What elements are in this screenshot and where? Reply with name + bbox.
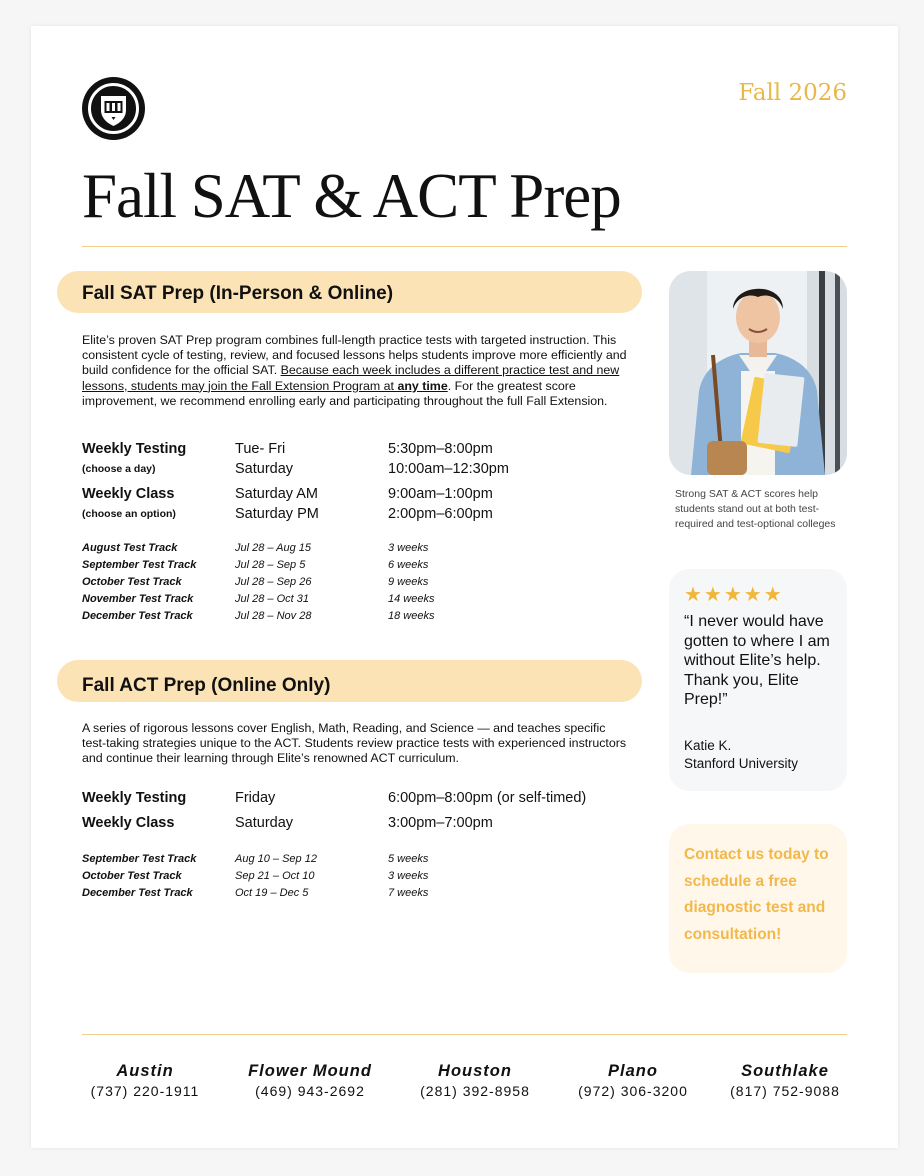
track-length: 6 weeks — [388, 559, 429, 571]
student-photo — [669, 271, 847, 475]
act-heading: Fall ACT Prep (Online Only) — [82, 675, 331, 696]
track-name: October Test Track — [82, 870, 182, 882]
location-plano — [548, 1062, 718, 1099]
track-length: 3 weeks — [388, 870, 429, 882]
act-weekly-class-label: Weekly Class — [82, 815, 175, 831]
author-school: Stanford University — [684, 755, 799, 771]
five-star-rating-icon: ★★★★★ — [684, 584, 784, 606]
track-dates: Jul 28 – Oct 31 — [235, 593, 309, 605]
track-dates: Jul 28 – Sep 5 — [235, 559, 306, 571]
track-length: 18 weeks — [388, 610, 435, 622]
shield-logo-icon — [82, 77, 145, 140]
location-phone: (817) 752-9088 — [730, 1083, 840, 1099]
location-phone: (469) 943-2692 — [255, 1083, 365, 1099]
page-title: Fall SAT & ACT Prep — [82, 161, 621, 231]
sat-heading: Fall SAT Prep (In-Person & Online) — [82, 283, 394, 304]
season-label: Fall 2026 — [738, 80, 847, 106]
sat-weekly-testing-sub: (choose a day) — [82, 463, 156, 475]
testimonial-author — [684, 737, 798, 772]
sat-weekly-class-sub: (choose an option) — [82, 508, 176, 520]
track-name: December Test Track — [82, 610, 193, 622]
track-dates: Jul 28 – Nov 28 — [235, 610, 312, 622]
title-divider — [82, 246, 847, 247]
track-length: 3 weeks — [388, 542, 429, 554]
sat-weekly-testing-label: Weekly Testing — [82, 441, 187, 457]
author-name: Katie K. — [684, 738, 732, 753]
contact-cta: Contact us today to schedule a free diagnostic test and consultation! — [684, 846, 829, 943]
track-name: August Test Track — [82, 542, 178, 554]
schedule-time: 3:00pm–7:00pm — [388, 815, 493, 831]
schedule-day: Saturday — [235, 461, 294, 477]
location-flower-mound — [225, 1062, 395, 1099]
photo-caption: Strong SAT & ACT scores help students stand out at both test-required and test-optional colleges — [675, 488, 836, 530]
schedule-time: 2:00pm–6:00pm — [388, 506, 493, 522]
schedule-time: 10:00am–12:30pm — [388, 461, 509, 477]
location-phone: (972) 306-3200 — [578, 1083, 688, 1099]
schedule-day: Tue- Fri — [235, 441, 286, 457]
sat-weekly-class-label: Weekly Class — [82, 486, 175, 502]
track-dates: Aug 10 – Sep 12 — [235, 853, 317, 865]
testimonial-quote: “I never would have gotten to where I am without Elite’s help. Thank you, Elite Prep!” — [684, 613, 830, 709]
schedule-day: Saturday AM — [235, 486, 319, 502]
track-name: September Test Track — [82, 853, 197, 865]
act-intro: A series of rigorous lessons cover English, Math, Reading, and Science — and teaches specific test-taking strategies unique to the ACT. Students review practice tests with experienced instructors and continue their learning through Elite’s renowned ACT curriculum. — [82, 721, 627, 766]
track-name: September Test Track — [82, 559, 197, 571]
location-city: Austin — [116, 1062, 174, 1080]
location-phone: (281) 392-8958 — [420, 1083, 530, 1099]
location-phone: (737) 220-1911 — [90, 1083, 200, 1099]
track-dates: Jul 28 – Sep 26 — [235, 576, 312, 588]
schedule-day: Friday — [235, 790, 276, 806]
track-name: November Test Track — [82, 593, 194, 605]
track-length: 9 weeks — [388, 576, 429, 588]
location-city: Houston — [438, 1062, 512, 1080]
act-weekly-testing-label: Weekly Testing — [82, 790, 187, 806]
sat-intro: Elite’s proven SAT Prep program combines full-length practice tests with targeted instruction. This consistent cycle of testing, review, and focused lessons helps students improve more efficiently and build confidence for the official SAT. Because each week includes a different practice test and new lessons, students may join the Fall Extension Program at any time. For the greatest score improvement, we recommend enrolling early and participating throughout the full Fall Extension. — [82, 333, 627, 408]
track-length: 5 weeks — [388, 853, 429, 865]
location-city: Southlake — [741, 1062, 829, 1080]
track-dates: Oct 19 – Dec 5 — [235, 887, 309, 899]
schedule-day: Saturday PM — [235, 506, 319, 522]
track-dates: Jul 28 – Aug 15 — [235, 542, 312, 554]
location-city: Flower Mound — [248, 1062, 372, 1080]
location-city: Plano — [608, 1062, 658, 1080]
location-southlake — [700, 1062, 870, 1099]
track-name: December Test Track — [82, 887, 193, 899]
track-length: 14 weeks — [388, 593, 435, 605]
track-length: 7 weeks — [388, 887, 429, 899]
schedule-time: 9:00am–1:00pm — [388, 486, 493, 502]
location-austin — [60, 1062, 230, 1099]
track-name: October Test Track — [82, 576, 182, 588]
schedule-day: Saturday — [235, 815, 294, 831]
location-houston — [390, 1062, 560, 1099]
schedule-time: 5:30pm–8:00pm — [388, 441, 493, 457]
schedule-time: 6:00pm–8:00pm (or self-timed) — [388, 790, 587, 806]
footer-divider — [82, 1034, 847, 1035]
track-dates: Sep 21 – Oct 10 — [235, 870, 315, 882]
